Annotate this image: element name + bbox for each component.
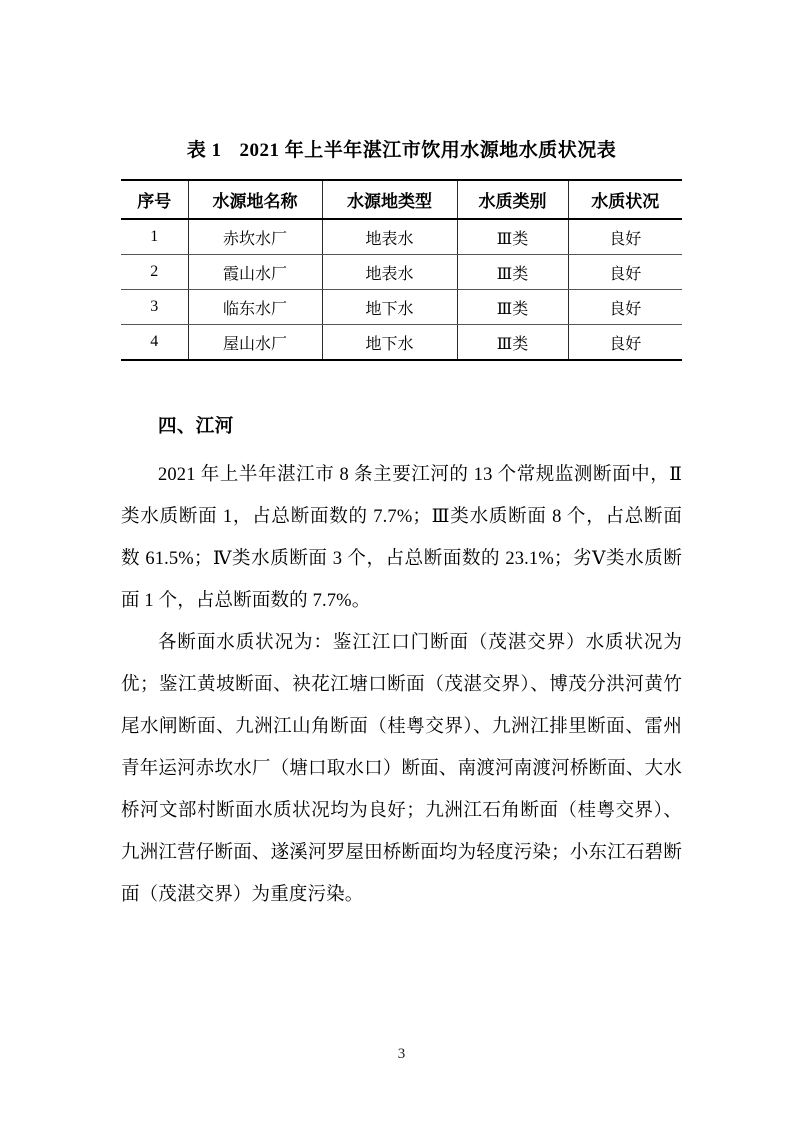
cell-status: 良好	[568, 255, 682, 290]
table-row	[121, 255, 682, 290]
cell-name: 临东水厂	[188, 290, 322, 325]
table-caption-label: 表 1	[186, 140, 222, 161]
page-number: 3	[397, 1046, 406, 1062]
cell-no: 2	[121, 255, 188, 290]
cell-category: Ⅲ类	[457, 255, 568, 290]
table-header-row	[121, 180, 682, 219]
table-row	[121, 290, 682, 325]
cell-type: 地下水	[322, 325, 457, 361]
table-row	[121, 219, 682, 255]
paragraph-river-statistics: 2021 年上半年湛江市 8 条主要江河的 13 个常规监测断面中，Ⅱ类水质断面 1，占总断面数的 7.7%；Ⅲ类水质断面 8 个，占总断面数 61.5%；Ⅳ类水质断面 3 个，占总断面数的 23.1%；劣Ⅴ类水质断面 1 个，占总断面数的 7.7%。	[121, 465, 682, 611]
cell-category: Ⅲ类	[457, 325, 568, 361]
cell-name: 霞山水厂	[188, 255, 322, 290]
cell-type: 地表水	[322, 255, 457, 290]
column-header-status: 水质状况	[568, 180, 682, 219]
column-header-category: 水质类别	[457, 180, 568, 219]
cell-type: 地下水	[322, 290, 457, 325]
column-header-no: 序号	[121, 180, 188, 219]
cell-status: 良好	[568, 219, 682, 255]
cell-no: 1	[121, 219, 188, 255]
table-caption	[121, 136, 682, 166]
column-header-type: 水源地类型	[322, 180, 457, 219]
cell-status: 良好	[568, 325, 682, 361]
cell-name: 屋山水厂	[188, 325, 322, 361]
table-caption-text: 2021 年上半年湛江市饮用水源地水质状况表	[239, 140, 617, 161]
page-content	[121, 0, 682, 916]
cell-name: 赤坎水厂	[188, 219, 322, 255]
cell-no: 4	[121, 325, 188, 361]
column-header-name: 水源地名称	[188, 180, 322, 219]
water-source-quality-table	[121, 179, 682, 361]
cell-category: Ⅲ类	[457, 219, 568, 255]
cell-status: 良好	[568, 290, 682, 325]
cell-category: Ⅲ类	[457, 290, 568, 325]
section-heading-rivers: 四、江河	[158, 417, 234, 437]
paragraph-section-details: 各断面水质状况为：鉴江江口门断面（茂湛交界）水质状况为优；鉴江黄坡断面、袂花江塘口断面（茂湛交界）、博茂分洪河黄竹尾水闸断面、九洲江山角断面（桂粤交界）、九洲江排里断面、雷州青年运河赤坎水厂（塘口取水口）断面、南渡河南渡河桥断面、大水桥河文部村断面水质状况均为良好；九洲江石角断面（桂粤交界）、九洲江营仔断面、遂溪河罗屋田桥断面均为轻度污染；小东江石碧断面（茂湛交界）为重度污染。	[121, 633, 682, 905]
cell-type: 地表水	[322, 219, 457, 255]
cell-no: 3	[121, 290, 188, 325]
table-row	[121, 325, 682, 361]
